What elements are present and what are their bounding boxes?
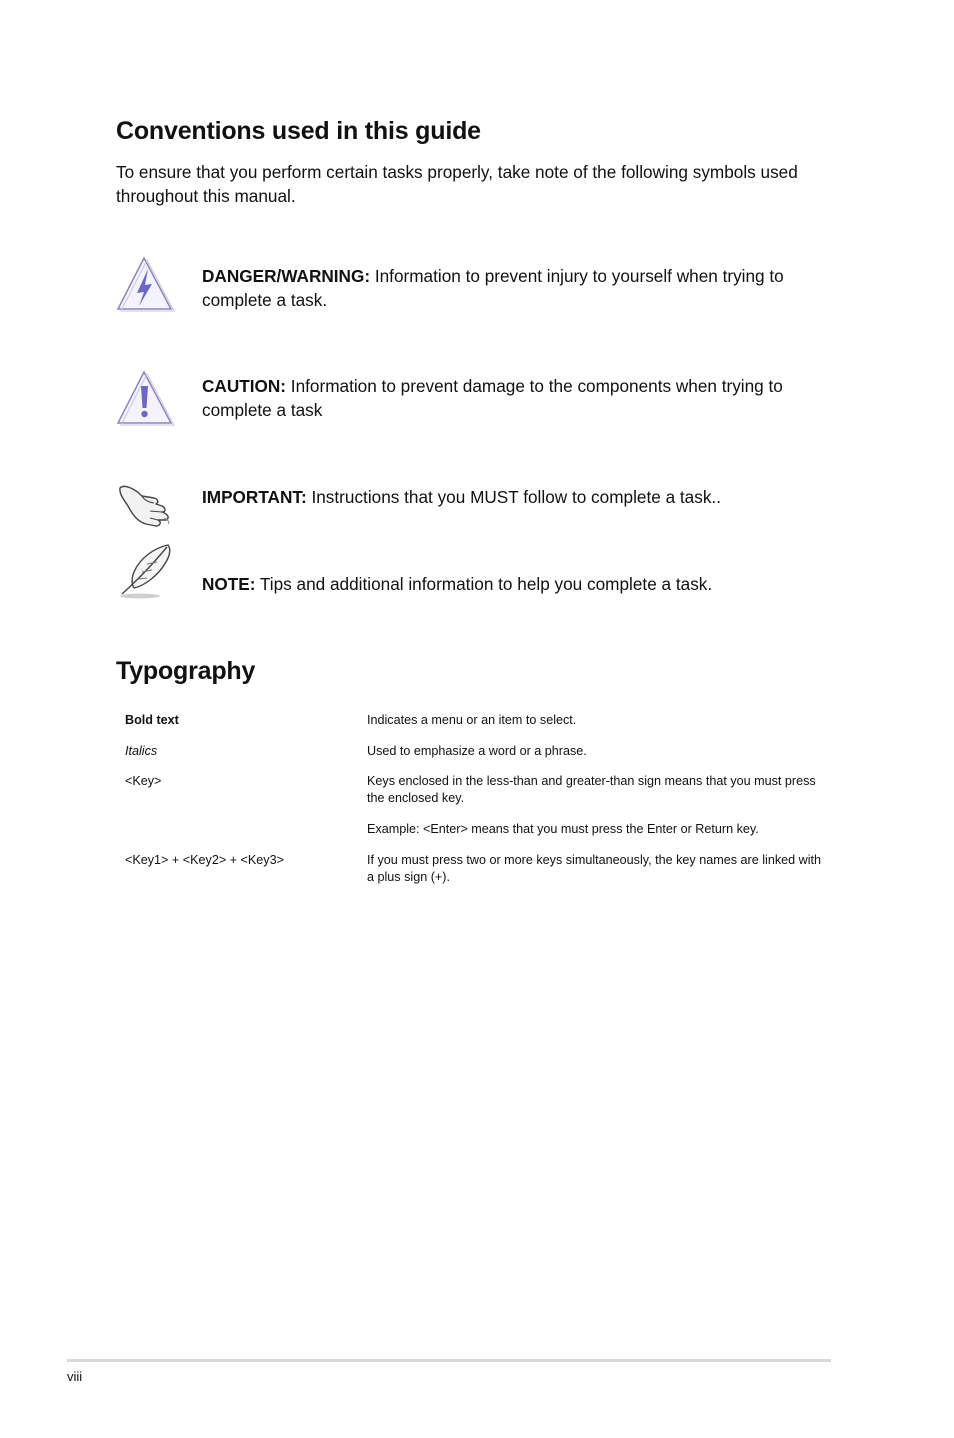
typo-desc: Used to emphasize a word or a phrase. (367, 744, 587, 758)
footer-divider (67, 1359, 831, 1362)
typo-term-key: <Key> (125, 774, 162, 788)
typo-desc: Keys enclosed in the less-than and greater-than sign means that you must press the enclosed key. (367, 774, 816, 805)
notice-label: DANGER/WARNING: (202, 266, 371, 286)
notice-text: Tips and additional information to help you complete a task. (255, 574, 713, 594)
section-title-typography: Typography (116, 657, 256, 685)
typo-desc: Indicates a menu or an item to select. (367, 713, 577, 727)
feather-quill-icon (114, 542, 176, 602)
notice-danger-warning (202, 264, 842, 312)
caution-exclamation-icon (114, 370, 176, 430)
section-title-conventions: Conventions used in this guide (116, 117, 481, 145)
notice-label: NOTE: (202, 574, 256, 594)
intro-paragraph: To ensure that you perform certain tasks properly, take note of the following symbols used throughout this manual. (116, 162, 798, 206)
page-number: viii (67, 1369, 83, 1384)
warning-lightning-icon (114, 256, 176, 316)
typo-desc: If you must press two or more keys simultaneously, the key names are linked with a plus sign (+). (367, 853, 822, 884)
notice-caution (202, 374, 842, 422)
notice-label: CAUTION: (202, 376, 287, 396)
notice-text: Information to prevent damage to the components when trying to complete a task (202, 376, 783, 420)
typo-term-bold: Bold text (125, 713, 179, 727)
notice-label: IMPORTANT: (202, 487, 307, 507)
notice-text: Information to prevent injury to yourself when trying to complete a task. (202, 266, 784, 310)
notice-text: Instructions that you MUST follow to complete a task.. (306, 487, 721, 507)
typo-term-italics: Italics (125, 744, 158, 758)
typo-desc-example: Example: <Enter> means that you must press the Enter or Return key. (367, 822, 759, 836)
notice-note (202, 572, 842, 596)
typo-term-key-combo: <Key1> + <Key2> + <Key3> (125, 853, 284, 867)
notice-important (202, 485, 842, 509)
pointing-hand-icon (114, 474, 176, 534)
